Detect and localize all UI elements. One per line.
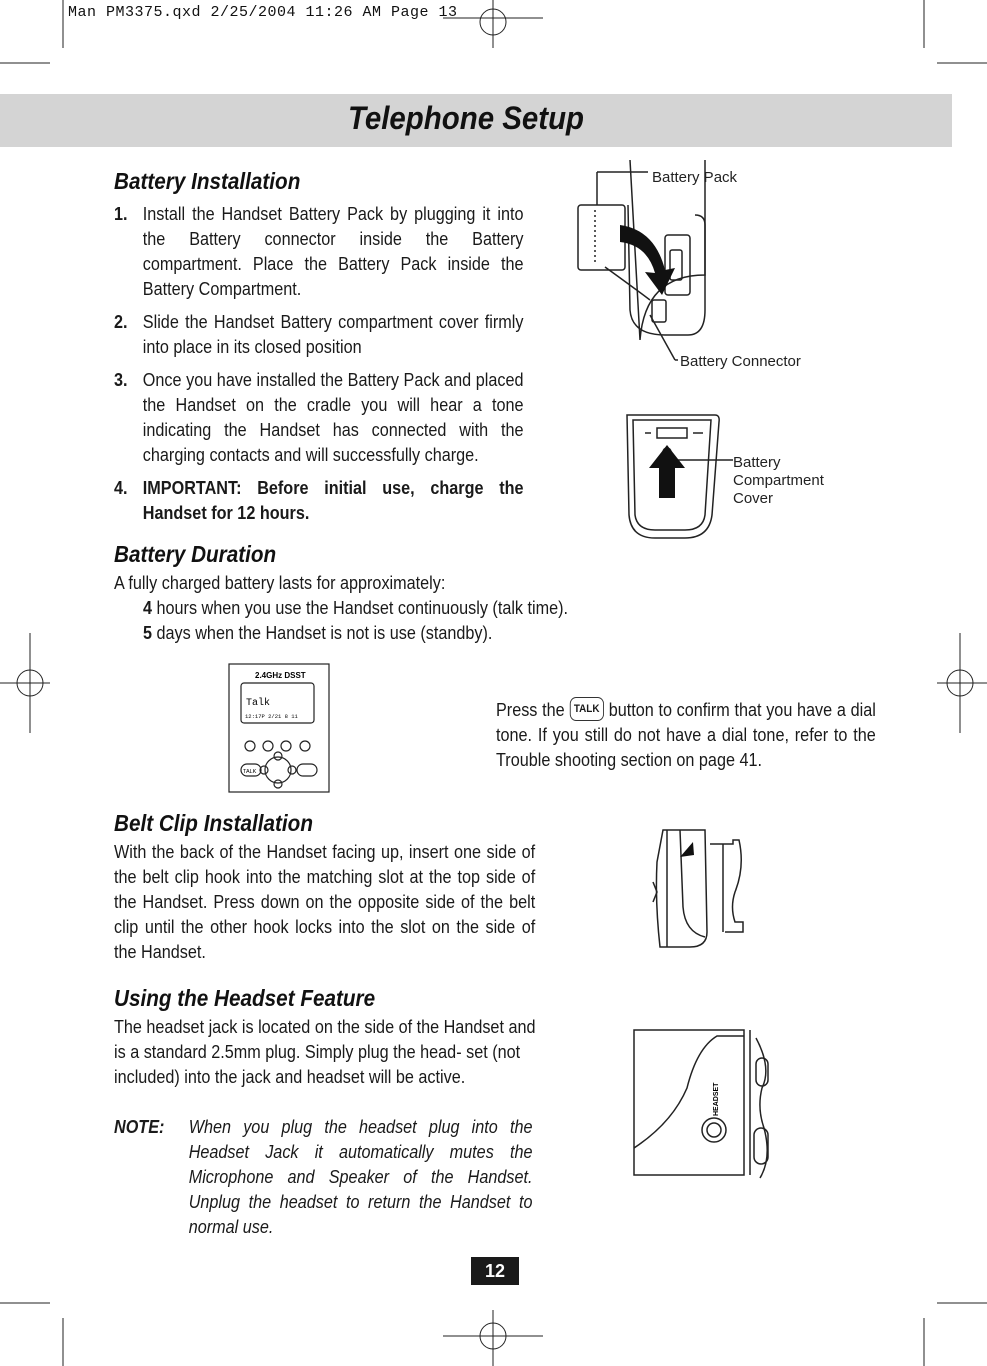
page-number: 12 bbox=[471, 1257, 519, 1285]
step-item bbox=[114, 368, 524, 468]
battery-duration-intro: A fully charged battery lasts for approximately: bbox=[114, 573, 446, 593]
cover-label-line3: Cover bbox=[733, 490, 774, 507]
note-label: NOTE: bbox=[114, 1117, 165, 1137]
handset-front-figure bbox=[228, 663, 330, 793]
battery-duration-heading: Battery Duration bbox=[114, 541, 277, 567]
standby-line bbox=[143, 621, 647, 646]
print-slug: Man PM3375.qxd 2/25/2004 11:26 AM Page 13 bbox=[68, 4, 458, 21]
talk-time-line bbox=[143, 596, 647, 621]
battery-pack-label: Battery Pack bbox=[652, 169, 738, 186]
belt-clip-heading: Belt Clip Installation bbox=[114, 810, 313, 836]
cover-label-line1: Battery bbox=[733, 454, 781, 471]
step-number: 2. bbox=[114, 312, 128, 332]
handset-brand-text: 2.4GHz DSST bbox=[255, 671, 306, 680]
press-talk-after: button to confirm that you have a dial tone. If you still do not have a dial tone, refer to the Trouble shooting section on page 41. bbox=[496, 700, 876, 771]
step-number: 1. bbox=[114, 204, 128, 224]
standby-value: 5 bbox=[143, 623, 153, 643]
battery-connector-label: Battery Connector bbox=[680, 353, 801, 370]
step-item bbox=[114, 202, 524, 302]
belt-clip-text: With the back of the Handset facing up, insert one side of the belt clip hook into the matching slot at the top side of the Handset. Press down on the opposite side of the belt clip until the other hook locks into the slot on the side of the Handset. bbox=[114, 842, 536, 962]
battery-pack-figure bbox=[570, 160, 830, 375]
headset-heading: Using the Headset Feature bbox=[114, 985, 376, 1011]
press-talk-paragraph bbox=[496, 698, 876, 773]
handset-screen-line2: 12:17P 2/21 8 11 bbox=[245, 713, 298, 720]
step-number: 3. bbox=[114, 370, 128, 390]
step-text: Slide the Handset Battery compartment cover firmly into place in its closed position bbox=[142, 312, 524, 357]
step-text: Install the Handset Battery Pack by plugging it into the Battery connector inside the Battery compartment. Place the Battery Pack inside the Battery Compartment. bbox=[142, 204, 524, 299]
belt-clip-figure bbox=[645, 822, 755, 952]
headset-jack-figure bbox=[632, 1028, 772, 1180]
headset-text: The headset jack is located on the side of the Handset and is a standard 2.5mm plug. Simply plug the head- set (not included) into the jack and headset will be active. bbox=[114, 1017, 536, 1087]
talk-key-icon: TALK bbox=[569, 697, 604, 721]
headset-note bbox=[114, 1115, 533, 1240]
battery-installation-heading: Battery Installation bbox=[114, 168, 301, 194]
step-item bbox=[114, 310, 524, 360]
headset-jack-label: HEADSET bbox=[713, 1082, 720, 1116]
step-text: IMPORTANT: Before initial use, charge the Handset for 12 hours. bbox=[142, 478, 524, 523]
handset-screen-line1: Talk bbox=[246, 698, 271, 709]
battery-installation-steps bbox=[114, 202, 524, 534]
talk-time-text: hours when you use the Handset continuously (talk time). bbox=[152, 598, 569, 618]
press-talk-before: Press the bbox=[496, 700, 570, 720]
standby-text: days when the Handset is not is use (standby). bbox=[152, 623, 493, 643]
step-text: Once you have installed the Battery Pack and placed the Handset on the cradle you will hear a tone indicating the Handset has connected with the charging contacts and will successfully charge. bbox=[142, 370, 524, 465]
talk-time-value: 4 bbox=[143, 598, 153, 618]
step-number: 4. bbox=[114, 478, 128, 498]
cover-label-line2: Compartment bbox=[733, 472, 824, 489]
page-title: Telephone Setup bbox=[347, 100, 585, 136]
battery-cover-figure bbox=[615, 410, 835, 545]
handset-talk-key-label: TALK bbox=[243, 769, 257, 775]
note-text: When you plug the headset plug into the Headset Jack it automatically mutes the Microphone and Speaker of the Handset. Unplug the headset to return the Handset to normal use. bbox=[188, 1117, 533, 1237]
step-item-important bbox=[114, 476, 524, 526]
